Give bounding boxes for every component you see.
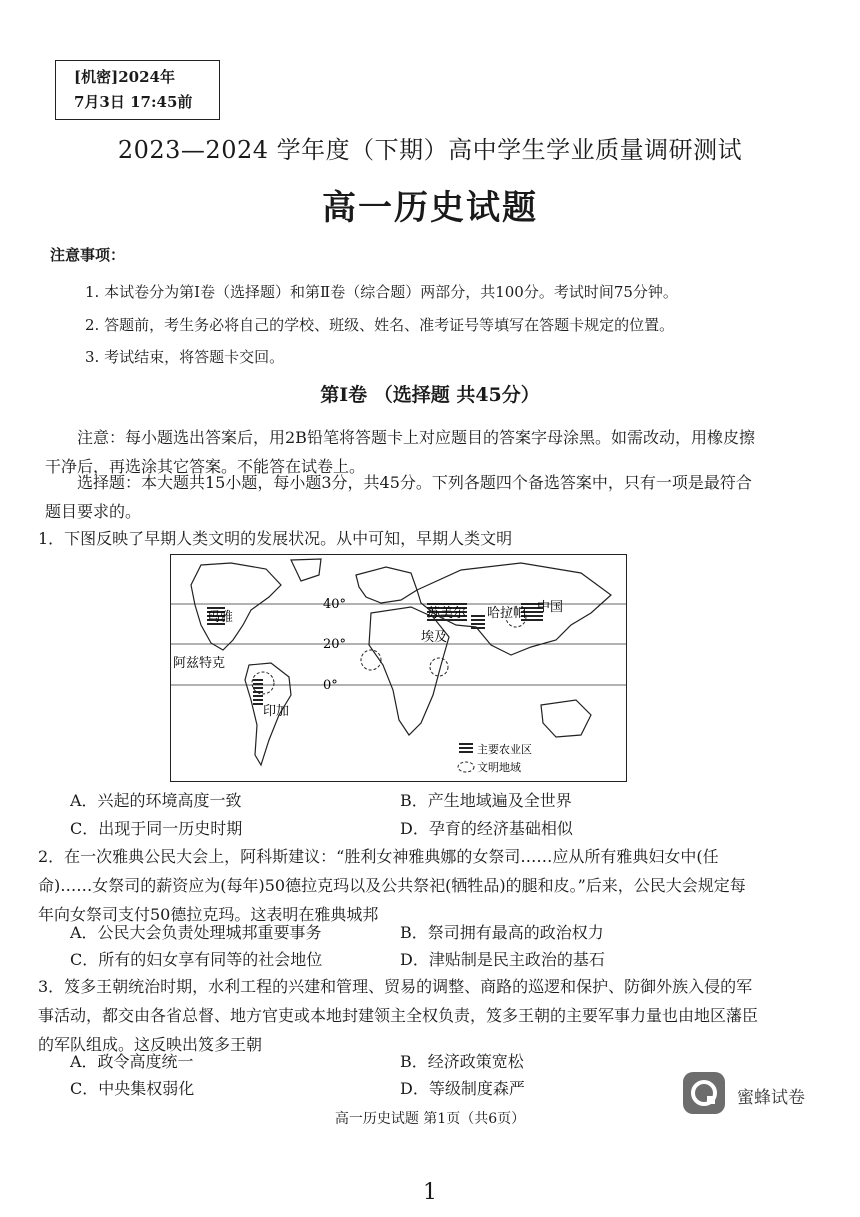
q1-option-c: C．出现于同一历史时期	[70, 819, 243, 838]
note-item: 2. 答题前，考生务必将自己的学校、班级、姓名、准考证号等填写在答题卡规定的位置。	[85, 316, 675, 334]
confidential-line-1: [机密]2024年	[74, 68, 175, 86]
world-map-figure	[170, 554, 627, 782]
agriculture-area-inca	[253, 677, 263, 705]
australia-outline	[541, 700, 591, 737]
legend-hatch-swatch	[459, 743, 473, 753]
page-number: 1	[423, 1180, 437, 1205]
region-label-aztec: 阿兹特克	[173, 656, 226, 671]
q3-option-b: B．经济政策宽松	[400, 1052, 524, 1071]
civilization-area-west-africa	[361, 650, 381, 670]
north-america-outline	[191, 563, 281, 650]
region-label-harappa: 哈拉帕	[487, 606, 527, 621]
q3-option-c: C．中央集权弱化	[70, 1079, 195, 1098]
question-2-stem: 2．在一次雅典公民大会上，阿科斯建议：“胜利女神雅典娜的女祭司……应从所有雅典妇女中(任命)……女祭司的薪资应为(每年)50德拉克玛以及公共祭祀(牺牲品)的腿和皮。”后来，公民大会规定每年向女祭司支付50德拉克玛。这表明在雅典城邦	[38, 847, 746, 924]
page-footer: 高一历史试题 第1页（共6页）	[334, 1111, 526, 1127]
legend-dashed-swatch	[458, 762, 474, 772]
paper-title: 高一历史试题	[322, 188, 538, 228]
note-item: 1. 本试卷分为第Ⅰ卷（选择题）和第Ⅱ卷（综合题）两部分，共100分。考试时间75分钟。	[85, 283, 678, 301]
region-label-maya: 玛雅	[207, 610, 234, 625]
question-1-stem: 1．下图反映了早期人类文明的发展状况。从中可知，早期人类文明	[38, 529, 513, 548]
q1-option-b: B．产生地域遍及全世界	[400, 791, 572, 810]
legend-label-agriculture: 主要农业区	[477, 743, 532, 756]
europe-outline	[356, 567, 417, 603]
instruction-text: 选择题：本大题共15小题，每小题3分，共45分。下列各题四个备选答案中，只有一项是最符合题目要求的。	[45, 473, 752, 521]
brand-name: 蜜蜂试卷	[737, 1088, 805, 1108]
note-item: 3. 考试结束，将答题卡交回。	[85, 348, 285, 366]
q3-option-d: D．等级制度森严	[400, 1079, 525, 1098]
region-label-sumer: 苏美尔	[427, 606, 467, 621]
confidential-stamp	[55, 60, 220, 120]
confidential-line-2: 7月3日 17:45前	[74, 93, 193, 111]
latitude-label: 20°	[323, 637, 347, 652]
region-label-inca: 印加	[263, 704, 290, 719]
region-label-egypt: 埃及	[421, 630, 448, 645]
agriculture-area-indus	[471, 615, 485, 631]
notes-heading: 注意事项：	[50, 246, 126, 264]
q1-option-d: D．孕育的经济基础相似	[400, 819, 573, 838]
q2-option-a: A．公民大会负责处理城邦重要事务	[70, 923, 322, 942]
latitude-label: 40°	[323, 597, 347, 612]
exam-title: 2023—2024 学年度（下期）高中学生学业质量调研测试	[117, 136, 743, 164]
question-3-stem: 3．笈多王朝统治时期，水利工程的兴建和管理、贸易的调整、商路的巡逻和保护、防御外族入侵的军事活动，都交由各省总督、地方官吏或本地封建领主全权负责，笈多王朝的主要军事力量也由地区藩臣的军队组成。这反映出笈多王朝	[38, 977, 759, 1054]
africa-outline	[369, 607, 449, 735]
q3-option-a: A．政令高度统一	[70, 1052, 194, 1071]
section-title: 第Ⅰ卷 （选择题 共45分）	[320, 384, 540, 406]
q1-option-a: A．兴起的环境高度一致	[70, 791, 242, 810]
region-label-china: 中国	[537, 600, 564, 615]
greenland-outline	[291, 559, 321, 581]
q2-option-b: B．祭司拥有最高的政治权力	[400, 923, 604, 942]
world-map	[171, 555, 627, 782]
latitude-label: 0°	[323, 678, 338, 693]
q2-option-d: D．津贴制是民主政治的基石	[400, 950, 605, 969]
q2-option-c: C．所有的妇女享有同等的社会地位	[70, 950, 323, 969]
attention-text: 注意：每小题选出答案后，用2B铅笔将答题卡上对应题目的答案字母涂黑。如需改动，用橡皮擦干净后，再选涂其它答案。不能答在试卷上。	[45, 428, 755, 476]
instruction-paragraph	[45, 468, 760, 526]
legend-label-civilization: 文明地域	[477, 761, 521, 774]
